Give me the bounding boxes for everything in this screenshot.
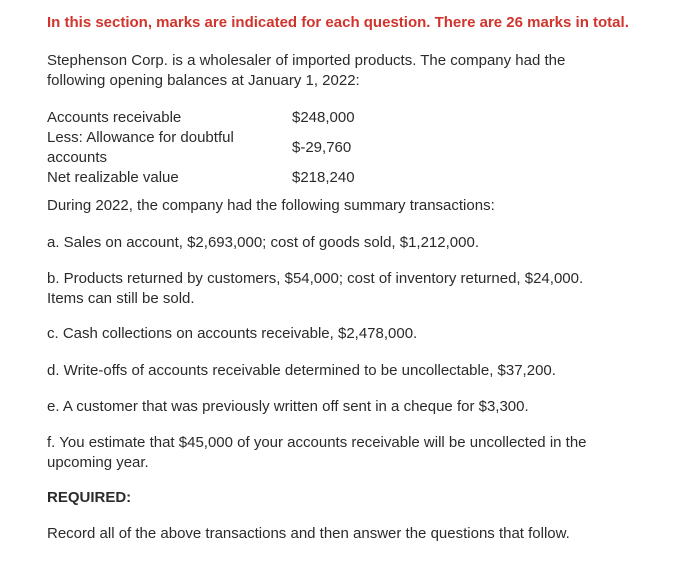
transaction-f [47, 433, 657, 473]
nrv-value: $218,240 [292, 169, 355, 186]
intro-line-1: Stephenson Corp. is a wholesaler of imported products. The company had the [47, 52, 566, 69]
ar-value: $248,000 [292, 109, 355, 126]
marks-notice: In this section, marks are indicated for each question. There are 26 marks in total. [47, 14, 629, 31]
transaction-b-line-2: Items can still be sold. [47, 290, 195, 307]
required-heading: REQUIRED: [47, 489, 132, 506]
transaction-d: d. Write-offs of accounts receivable determined to be uncollectable, $37,200. [47, 362, 556, 379]
intro-paragraph [47, 51, 647, 91]
allowance-value: $-29,760 [292, 139, 352, 156]
transaction-f-line-2: upcoming year. [47, 454, 149, 471]
intro-line-2: following opening balances at January 1, 2022: [47, 72, 360, 89]
transaction-c: c. Cash collections on accounts receivable, $2,478,000. [47, 325, 418, 342]
ar-label: Accounts receivable [47, 109, 182, 126]
transaction-f-line-1: f. You estimate that $45,000 of your accounts receivable will be uncollected in the [47, 434, 587, 451]
required-instruction: Record all of the above transactions and then answer the questions that follow. [47, 525, 570, 542]
nrv-label: Net realizable value [47, 169, 179, 186]
transaction-a: a. Sales on account, $2,693,000; cost of goods sold, $1,212,000. [47, 234, 479, 251]
transaction-b [47, 269, 657, 309]
allowance-label-line-1: Less: Allowance for doubtful [47, 129, 234, 146]
transactions-intro: During 2022, the company had the following summary transactions: [47, 197, 495, 214]
transaction-e: e. A customer that was previously written off sent in a cheque for $3,300. [47, 398, 529, 415]
transaction-b-line-1: b. Products returned by customers, $54,000; cost of inventory returned, $24,000. [47, 270, 584, 287]
allowance-label-line-2: accounts [47, 149, 108, 166]
